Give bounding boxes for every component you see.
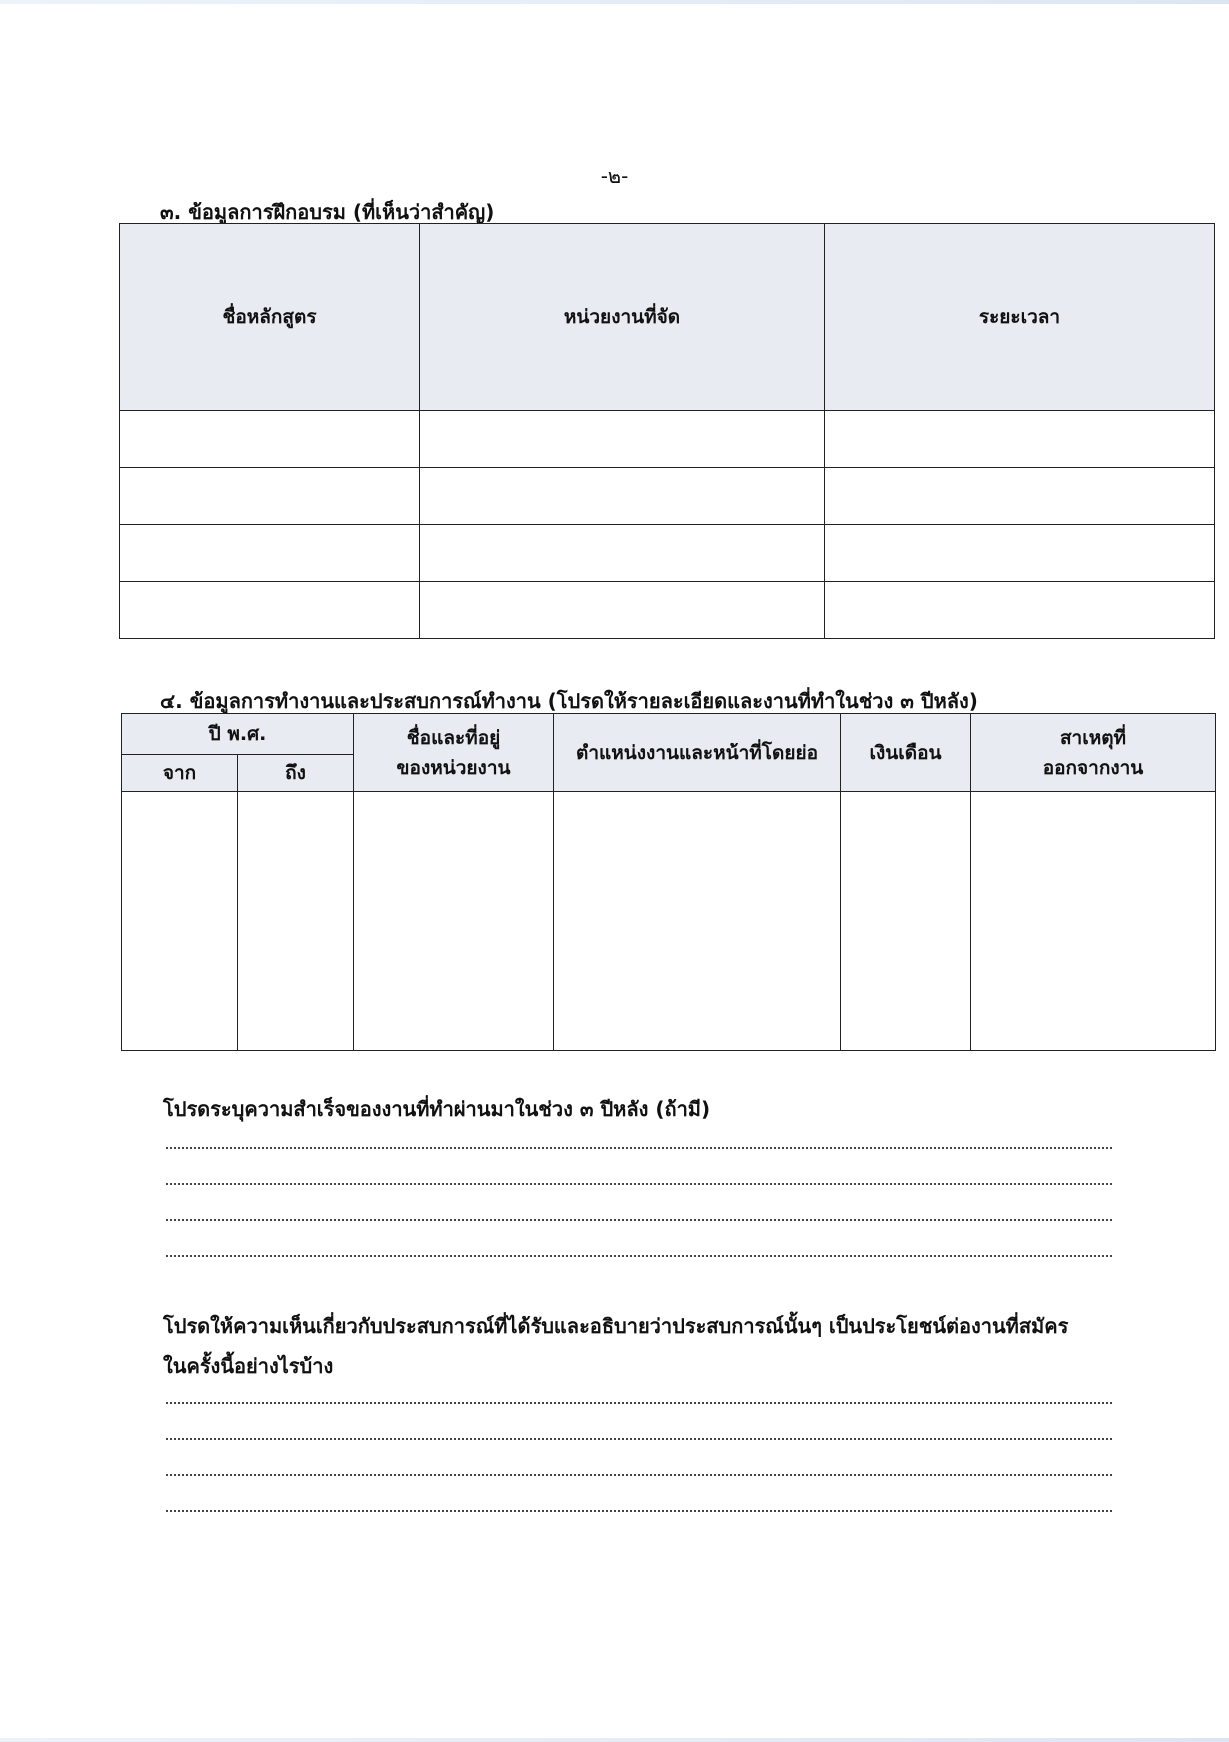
achievements-prompt: โปรดระบุความสำเร็จของงานที่ทำผ่านมาในช่วง ๓ ปีหลัง (ถ้ามี): [163, 1097, 711, 1121]
scan-edge-bottom: [0, 1738, 1229, 1742]
table-row: [120, 411, 1215, 468]
opinion-prompt-line1: โปรดให้ความเห็นเกี่ยวกับประสบการณ์ที่ได้รับและอธิบายว่าประสบการณ์นั้นๆ เป็นประโยชน์ต่องานที่สมัคร: [163, 1314, 1069, 1338]
achievement-answer-line[interactable]: [166, 1183, 1112, 1185]
col-organization: [354, 714, 554, 792]
col-position: ตำแหน่งงานและหน้าที่โดยย่อ: [554, 714, 841, 792]
organization-cell[interactable]: [354, 792, 554, 1051]
achievement-answer-line[interactable]: [166, 1147, 1112, 1149]
opinion-answer-line[interactable]: [166, 1510, 1112, 1512]
salary-cell[interactable]: [841, 792, 971, 1051]
work-header-row-1: [122, 714, 1216, 755]
course-name-cell[interactable]: [120, 411, 420, 468]
page-number: -๒-: [600, 164, 629, 188]
work-experience-table: [121, 713, 1216, 1051]
col-organization-line2: ของหน่วยงาน: [396, 756, 511, 779]
duration-cell[interactable]: [825, 582, 1215, 639]
organizer-cell[interactable]: [420, 411, 825, 468]
scan-edge-top: [0, 0, 1229, 4]
duration-cell[interactable]: [825, 468, 1215, 525]
table-row: [120, 582, 1215, 639]
col-to: ถึง: [238, 755, 354, 792]
duration-cell[interactable]: [825, 525, 1215, 582]
training-table: [119, 223, 1215, 639]
reason-cell[interactable]: [971, 792, 1216, 1051]
table-row: [122, 792, 1216, 1051]
duration-cell[interactable]: [825, 411, 1215, 468]
col-course-name: ชื่อหลักสูตร: [120, 224, 420, 411]
col-organization-line1: ชื่อและที่อยู่: [406, 726, 501, 749]
col-duration: ระยะเวลา: [825, 224, 1215, 411]
col-from: จาก: [122, 755, 238, 792]
opinion-answer-line[interactable]: [166, 1402, 1112, 1404]
col-organizer: หน่วยงานที่จัด: [420, 224, 825, 411]
col-salary: เงินเดือน: [841, 714, 971, 792]
course-name-cell[interactable]: [120, 525, 420, 582]
training-header-row: [120, 224, 1215, 411]
col-reason: [971, 714, 1216, 792]
from-cell[interactable]: [122, 792, 238, 1051]
table-row: [120, 525, 1215, 582]
organizer-cell[interactable]: [420, 582, 825, 639]
table-row: [120, 468, 1215, 525]
opinion-prompt-line2: ในครั้งนี้อย่างไรบ้าง: [163, 1354, 334, 1378]
col-year: ปี พ.ศ.: [122, 714, 354, 755]
achievement-answer-line[interactable]: [166, 1219, 1112, 1221]
course-name-cell[interactable]: [120, 468, 420, 525]
col-reason-line1: สาเหตุที่: [1059, 726, 1127, 749]
course-name-cell[interactable]: [120, 582, 420, 639]
organizer-cell[interactable]: [420, 525, 825, 582]
organizer-cell[interactable]: [420, 468, 825, 525]
section3-heading: ๓. ข้อมูลการฝึกอบรม (ที่เห็นว่าสำคัญ): [160, 200, 495, 224]
opinion-answer-line[interactable]: [166, 1474, 1112, 1476]
position-cell[interactable]: [554, 792, 841, 1051]
opinion-answer-line[interactable]: [166, 1438, 1112, 1440]
section4-heading: ๔. ข้อมูลการทำงานและประสบการณ์ทำงาน (โปรดให้รายละเอียดและงานที่ทำในช่วง ๓ ปีหลัง): [160, 689, 978, 713]
to-cell[interactable]: [238, 792, 354, 1051]
achievement-answer-line[interactable]: [166, 1255, 1112, 1257]
col-reason-line2: ออกจากงาน: [1042, 756, 1144, 779]
